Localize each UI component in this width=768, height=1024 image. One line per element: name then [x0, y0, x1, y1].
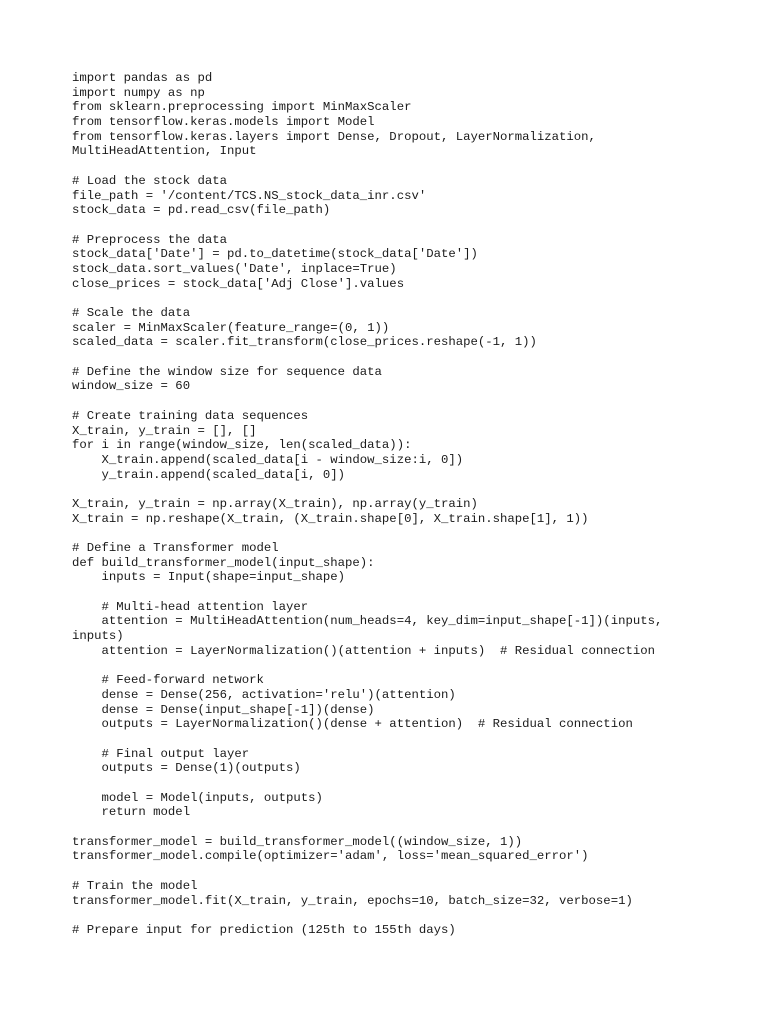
code-line: scaler = MinMaxScaler(feature_range=(0, 1)): [72, 320, 390, 335]
code-line: # Define a Transformer model: [72, 541, 279, 555]
code-line: [72, 776, 752, 791]
code-line: # Preprocess the data: [72, 232, 227, 247]
code-line: X_train.append(scaled_data[i - window_size:i, 0]): [72, 452, 464, 467]
code-line: # Scale the data: [72, 306, 191, 320]
code-line: dense = Dense(256, activation='relu')(attention): [72, 687, 456, 702]
code-line: X_train = np.reshape(X_train, (X_train.shape[0], X_train.shape[1], 1)): [72, 511, 589, 526]
code-line: [72, 218, 752, 233]
code-line: [72, 908, 752, 923]
code-line: attention = LayerNormalization()(attention + inputs) # Residual connection: [72, 643, 655, 658]
code-line: # Load the stock data: [72, 173, 227, 188]
code-line: [72, 659, 752, 674]
code-line: attention = MultiHeadAttention(num_heads=4, key_dim=input_shape[-1])(inputs,: [72, 614, 663, 629]
code-line: # Train the model: [72, 878, 198, 893]
code-line: X_train, y_train = np.array(X_train), np.array(y_train): [72, 496, 478, 511]
code-line: transformer_model = build_transformer_model((window_size, 1)): [72, 834, 523, 849]
code-line: # Define the window size for sequence data: [72, 364, 382, 379]
code-block: [72, 71, 752, 938]
code-line: # Prepare input for prediction (125th to 155th days): [72, 922, 456, 937]
code-line: outputs = LayerNormalization()(dense + attention) # Residual connection: [72, 717, 633, 732]
code-line: y_train.append(scaled_data[i, 0]): [72, 467, 346, 482]
code-line: transformer_model.compile(optimizer='adam', loss='mean_squared_error'): [72, 849, 589, 864]
code-line: from tensorflow.keras.layers import Dense, Dropout, LayerNormalization,: [72, 129, 596, 144]
code-line: scaled_data = scaler.fit_transform(close_prices.reshape(-1, 1)): [72, 335, 537, 350]
code-line: transformer_model.fit(X_train, y_train, epochs=10, batch_size=32, verbose=1): [72, 893, 633, 908]
code-line: [72, 482, 752, 497]
code-line: import numpy as np: [72, 85, 205, 100]
code-line: inputs = Input(shape=input_shape): [72, 570, 346, 585]
code-line: dense = Dense(input_shape[-1])(dense): [72, 702, 375, 717]
code-line: MultiHeadAttention, Input: [72, 144, 257, 159]
code-line: stock_data['Date'] = pd.to_datetime(stock_data['Date']): [72, 247, 478, 262]
code-line: model = Model(inputs, outputs): [72, 790, 323, 805]
code-line: from sklearn.preprocessing import MinMaxScaler: [72, 100, 412, 115]
code-line: [72, 820, 752, 835]
code-line: file_path = '/content/TCS.NS_stock_data_inr.csv': [72, 188, 427, 203]
code-line: [72, 526, 752, 541]
code-line: [72, 291, 752, 306]
code-line: # Final output layer: [72, 746, 250, 761]
code-line: import pandas as pd: [72, 71, 213, 85]
code-line: return model: [72, 805, 191, 820]
code-line: [72, 732, 752, 747]
code-line: outputs = Dense(1)(outputs): [72, 761, 301, 776]
code-line: [72, 350, 752, 365]
code-line: [72, 159, 752, 174]
code-line: # Multi-head attention layer: [72, 599, 309, 614]
code-line: close_prices = stock_data['Adj Close'].values: [72, 276, 405, 291]
code-line: window_size = 60: [72, 379, 191, 394]
code-line: def build_transformer_model(input_shape):: [72, 555, 375, 570]
code-line: # Create training data sequences: [72, 408, 309, 423]
code-line: [72, 864, 752, 879]
code-line: inputs): [72, 629, 124, 644]
code-line: stock_data.sort_values('Date', inplace=True): [72, 261, 397, 276]
code-line: X_train, y_train = [], []: [72, 423, 257, 438]
code-line: from tensorflow.keras.models import Model: [72, 115, 375, 130]
code-line: stock_data = pd.read_csv(file_path): [72, 203, 331, 218]
code-line: # Feed-forward network: [72, 673, 264, 688]
code-line: for i in range(window_size, len(scaled_data)):: [72, 438, 412, 453]
code-line: [72, 394, 752, 409]
code-line: [72, 585, 752, 600]
